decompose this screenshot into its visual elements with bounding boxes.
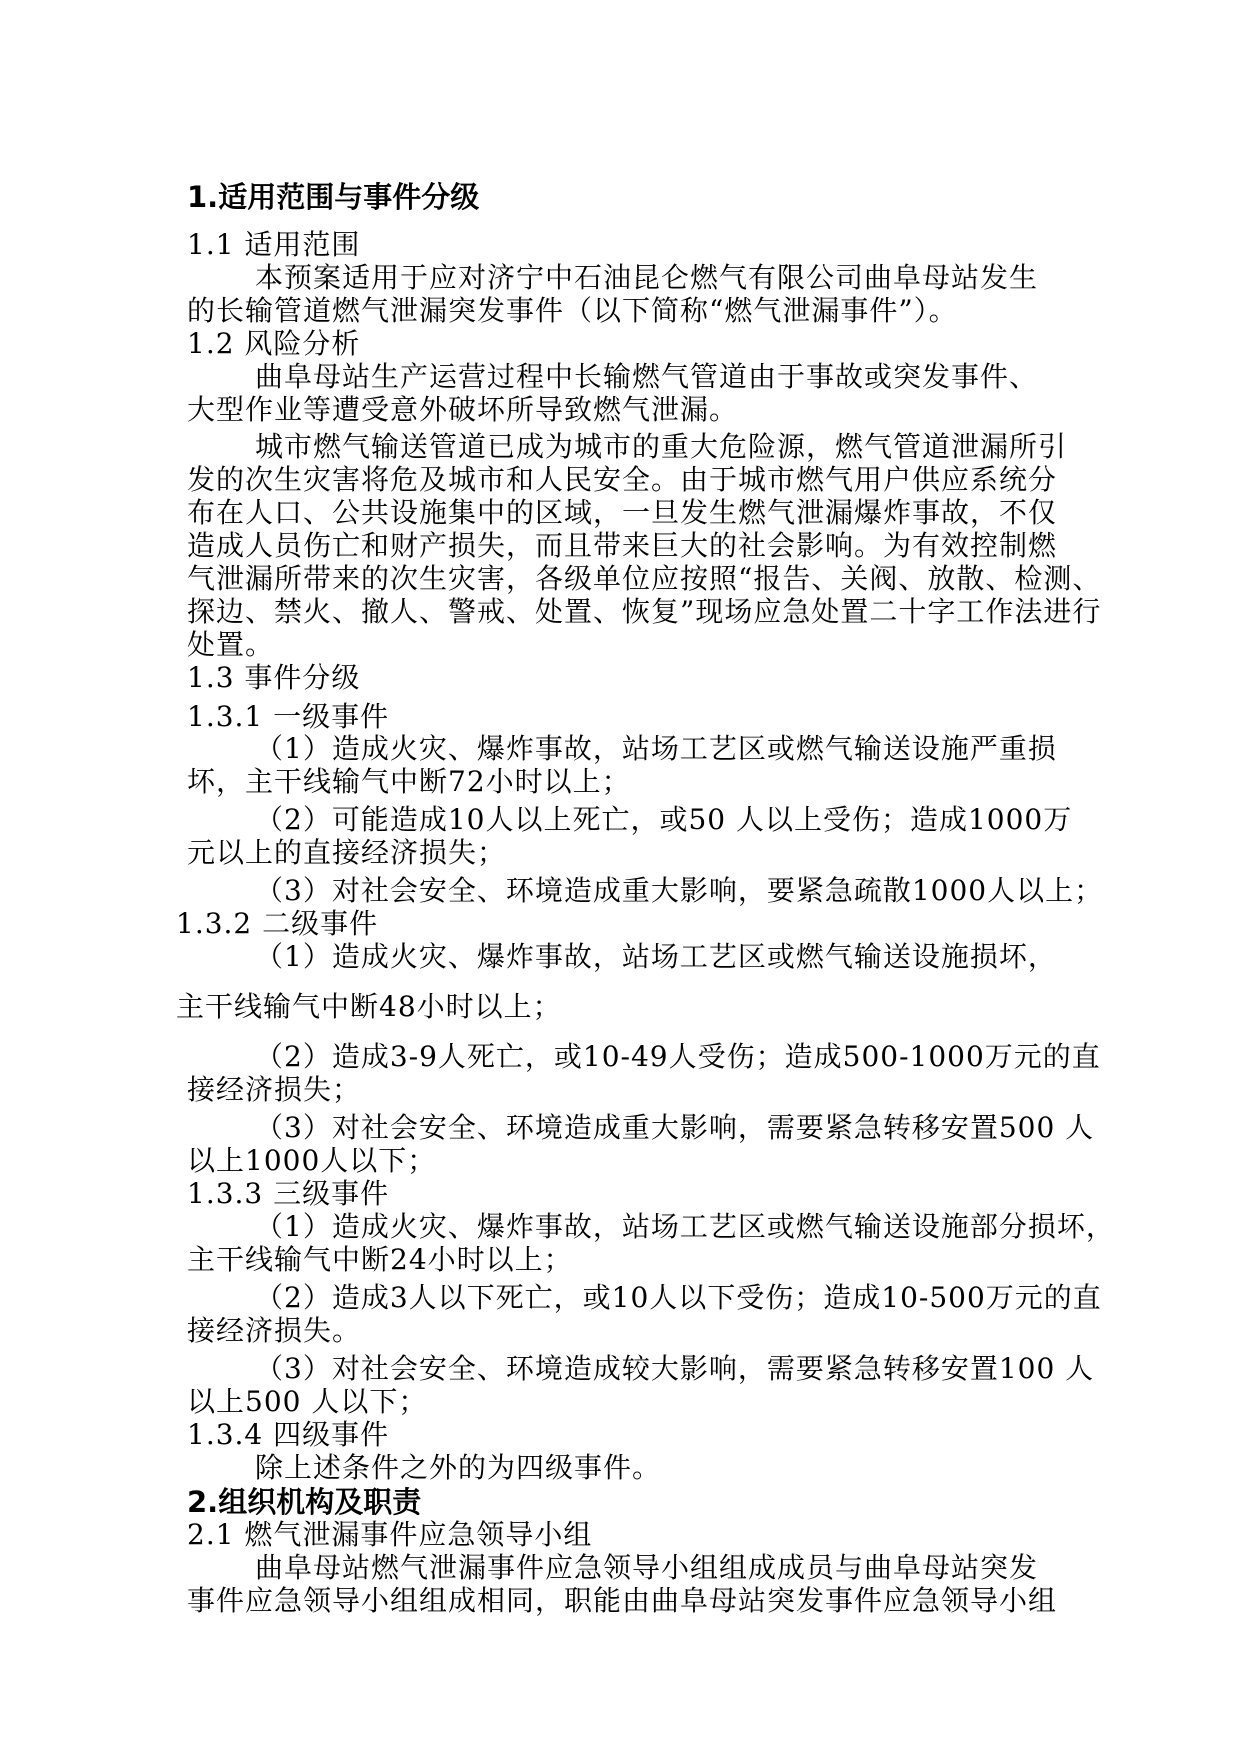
list-item-line: （3）对社会安全、环境造成较大影响，需要紧急转移安置100 人 (255, 1352, 1095, 1385)
paragraph-line: 除上述条件之外的为四级事件。 (255, 1451, 662, 1484)
paragraph-line: 曲阜母站燃气泄漏事件应急领导小组组成成员与曲阜母站突发 (255, 1551, 1039, 1584)
list-item-line: （2）可能造成10人以上死亡，或50 人以上受伤；造成1000万 (255, 803, 1073, 836)
paragraph-line: 大型作业等遭受意外破坏所导致燃气泄漏。 (187, 393, 739, 426)
list-item-line: 主干线输气中断48小时以上； (176, 990, 562, 1023)
list-item-line: （3）对社会安全、环境造成重大影响，需要紧急转移安置500 人 (255, 1111, 1095, 1144)
list-item-line: （1）造成火灾、爆炸事故，站场工艺区或燃气输送设施部分损坏， (255, 1210, 1115, 1243)
paragraph-line: 事件应急领导小组组成相同，职能由曲阜母站突发事件应急领导小组 (187, 1584, 1058, 1617)
list-item-line: （1）造成火灾、爆炸事故，站场工艺区或燃气输送设施严重损 (255, 732, 1057, 765)
paragraph-line: 本预案适用于应对济宁中石油昆仑燃气有限公司曲阜母站发生 (255, 261, 1039, 294)
paragraph-line: 城市燃气输送管道已成为城市的重大危险源，燃气管道泄漏所引 (255, 430, 1068, 463)
heading-1-1: 1.1 适用范围 (187, 228, 361, 261)
paragraph-line: 的长输管道燃气泄漏突发事件（以下简称“燃气泄漏事件”）。 (187, 294, 958, 327)
list-item-line: 元以上的直接经济损失； (187, 836, 507, 869)
list-item-line: 主干线输气中断24小时以上； (187, 1243, 573, 1276)
list-item-line: 接经济损失； (187, 1073, 362, 1106)
paragraph-line: 气泄漏所带来的次生灾害，各级单位应按照“报告、关阀、放散、检测、 (187, 562, 1102, 595)
section-1-title: 1.适用范围与事件分级 (187, 180, 480, 214)
paragraph-line: 曲阜母站生产运营过程中长输燃气管道由于事故或突发事件、 (255, 360, 1039, 393)
heading-2-1: 2.1 燃气泄漏事件应急领导小组 (187, 1518, 593, 1551)
heading-1-3-4: 1.3.4 四级事件 (187, 1418, 390, 1451)
list-item-line: 以上1000人以下； (187, 1144, 437, 1177)
list-item-line: 坏，主干线输气中断72小时以上； (187, 765, 631, 798)
heading-1-3-2: 1.3.2 二级事件 (176, 907, 379, 940)
paragraph-line: 造成人员伤亡和财产损失，而且带来巨大的社会影响。为有效控制燃 (187, 529, 1058, 562)
paragraph-line: 处置。 (187, 628, 275, 661)
heading-1-3-1: 1.3.1 一级事件 (187, 700, 390, 733)
heading-1-2: 1.2 风险分析 (187, 327, 361, 360)
list-item-line: 接经济损失。 (187, 1314, 362, 1347)
heading-1-3: 1.3 事件分级 (187, 661, 361, 694)
paragraph-line: 发的次生灾害将危及城市和人民安全。由于城市燃气用户供应系统分 (187, 463, 1058, 496)
list-item-line: （2）造成3人以下死亡，或10人以下受伤；造成10-500万元的直 (255, 1281, 1102, 1314)
heading-1-3-3: 1.3.3 三级事件 (187, 1177, 390, 1210)
list-item-line: （3）对社会安全、环境造成重大影响，要紧急疏散1000人以上； (255, 874, 1104, 907)
list-item-line: 以上500 人以下； (187, 1385, 428, 1418)
paragraph-line: 布在人口、公共设施集中的区域，一旦发生燃气泄漏爆炸事故，不仅 (187, 496, 1058, 529)
list-item-line: （2）造成3-9人死亡，或10-49人受伤；造成500-1000万元的直 (255, 1040, 1101, 1073)
list-item-line: （1）造成火灾、爆炸事故，站场工艺区或燃气输送设施损坏， (255, 940, 1057, 973)
paragraph-line: 探边、禁火、撤人、警戒、处置、恢复”现场应急处置二十字工作法进行 (187, 595, 1102, 628)
section-2-title: 2.组织机构及职责 (187, 1485, 422, 1519)
